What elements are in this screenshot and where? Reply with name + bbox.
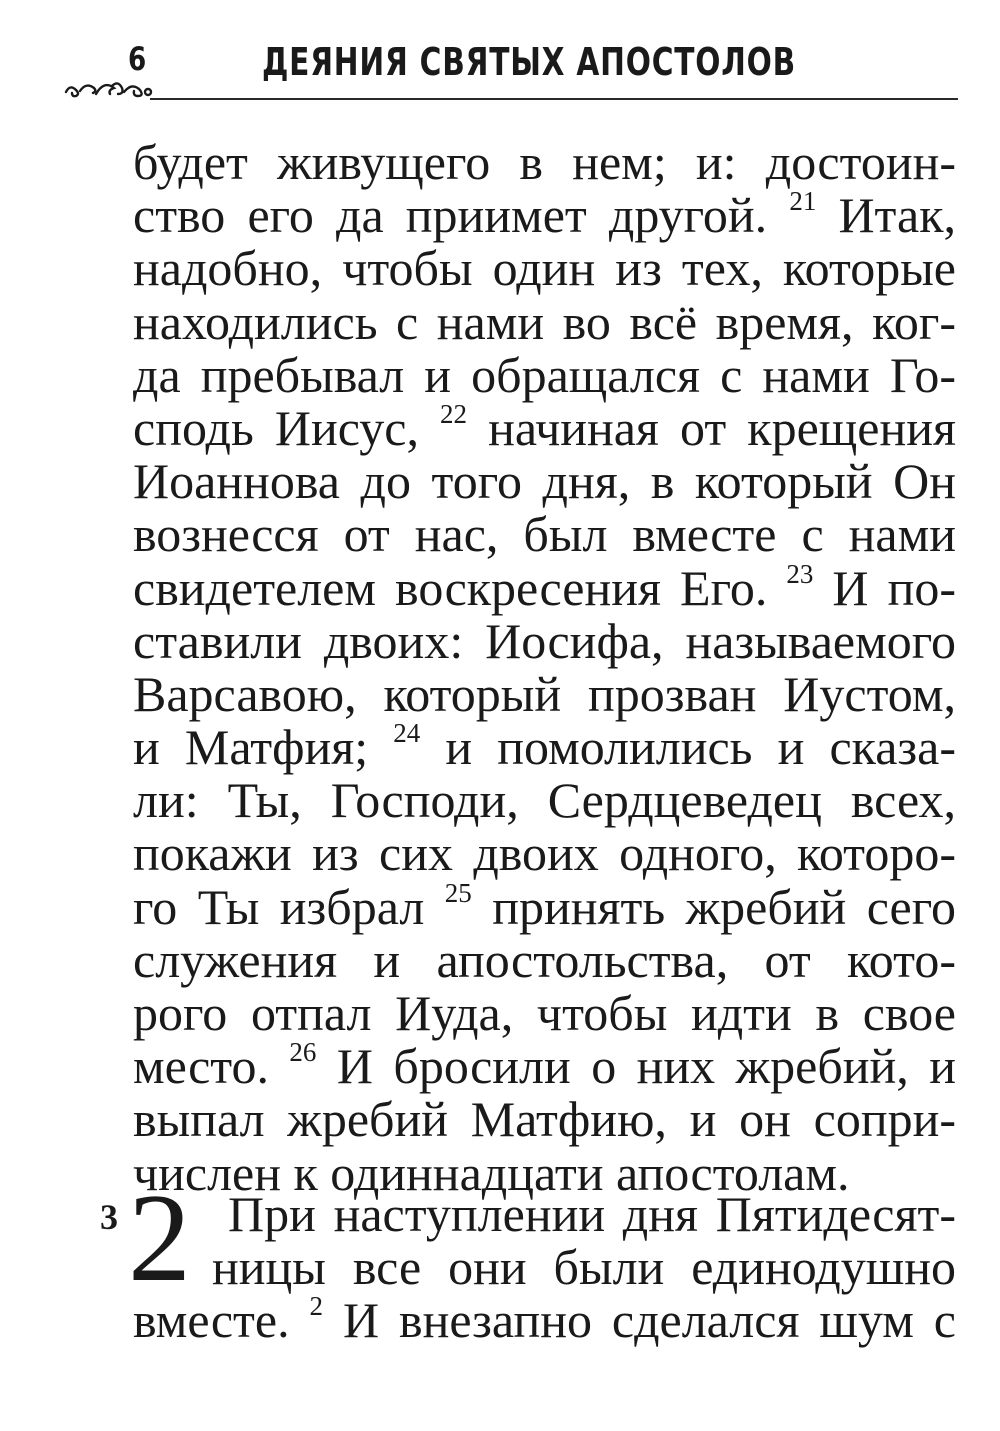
running-title: ДЕЯНИЯ СВЯТЫХ АПОСТОЛОВ	[262, 40, 796, 84]
text-segment: служения и апостольства, от кото-	[133, 931, 956, 988]
page-number: 6	[128, 40, 147, 78]
chapter-line	[133, 1291, 956, 1348]
verse-number: 22	[440, 398, 468, 429]
text-segment: ставили двоих: Иосифа, называемого	[133, 612, 956, 669]
header-rule	[150, 98, 958, 100]
text-segment: принять жребий сего	[471, 878, 956, 935]
text-segment: рого отпал Иуда, чтобы идти в свое	[133, 985, 956, 1041]
text-line	[133, 1093, 956, 1146]
text-line	[133, 398, 956, 456]
text-segment: Варсавою, который прозван Иустом,	[133, 665, 956, 722]
text-segment: будет живущего в нем; и: достоин-	[133, 134, 956, 190]
page-header	[0, 0, 1000, 110]
text-line	[133, 718, 956, 776]
chapter-line-text: вместе.	[133, 1292, 310, 1348]
text-segment: надобно, чтобы один из тех, которые	[133, 240, 956, 297]
text-line	[133, 774, 956, 827]
text-segment: ство его да приимет другой.	[133, 187, 790, 244]
text-segment: ли: Ты, Господи, Сердцеведец всех,	[133, 772, 956, 829]
text-line	[133, 987, 956, 1040]
scripture-text	[133, 136, 956, 1200]
chapter-line-text: И внезапно сделался шум с	[323, 1292, 956, 1348]
text-segment: и помолились и сказа-	[420, 719, 956, 776]
text-segment: свидетелем воскресения Его.	[133, 559, 787, 616]
text-segment: И бросили о них жребий, и	[316, 1038, 956, 1095]
text-line	[133, 136, 956, 189]
text-line	[133, 293, 956, 350]
text-line	[133, 877, 956, 935]
ornament-icon	[60, 74, 160, 104]
text-line	[133, 931, 956, 988]
text-segment: числен к одиннадцати апостолам.	[133, 1144, 850, 1201]
text-segment: да пребывал и обращался с нами Го-	[133, 346, 956, 403]
verse-number: 21	[789, 186, 817, 217]
drop-cap-numeral: 2	[128, 1169, 191, 1308]
chapter-number: 3	[100, 1197, 118, 1237]
text-line	[133, 665, 956, 722]
verse-number: 23	[786, 558, 814, 589]
text-segment: И по-	[813, 559, 956, 616]
text-segment: сподь Иисус,	[133, 399, 441, 456]
text-segment: и Матфия;	[133, 719, 394, 776]
chapter-line: ницы все они были единодушно	[212, 1239, 956, 1295]
text-segment: Итак,	[816, 187, 956, 244]
chapter-line: При наступлении дня Пятидесят-	[228, 1186, 956, 1242]
text-segment: находились с нами во всё время, ког-	[133, 293, 956, 350]
text-segment: начиная от крещения	[467, 399, 956, 456]
text-line	[133, 827, 956, 880]
text-line	[133, 508, 956, 561]
verse-number: 26	[289, 1037, 317, 1068]
text-segment: выпал жребий Матфию, и он сопри-	[133, 1091, 956, 1148]
text-line	[133, 612, 956, 669]
text-line	[133, 186, 956, 244]
verse-number: 2	[309, 1291, 324, 1321]
verse-number: 24	[393, 718, 421, 749]
text-line	[133, 346, 956, 403]
text-segment: Иоаннова до того дня, в который Он	[133, 453, 956, 510]
text-segment: место.	[133, 1038, 290, 1095]
text-line	[133, 455, 956, 508]
text-line	[133, 558, 956, 616]
text-line	[133, 1037, 956, 1095]
text-segment: го Ты избрал	[133, 878, 445, 935]
text-segment: покажи из сих двоих одного, которо-	[133, 825, 956, 882]
text-segment: вознесся от нас, был вместе с нами	[133, 506, 956, 563]
text-line	[133, 242, 956, 295]
verse-number: 25	[444, 877, 472, 908]
